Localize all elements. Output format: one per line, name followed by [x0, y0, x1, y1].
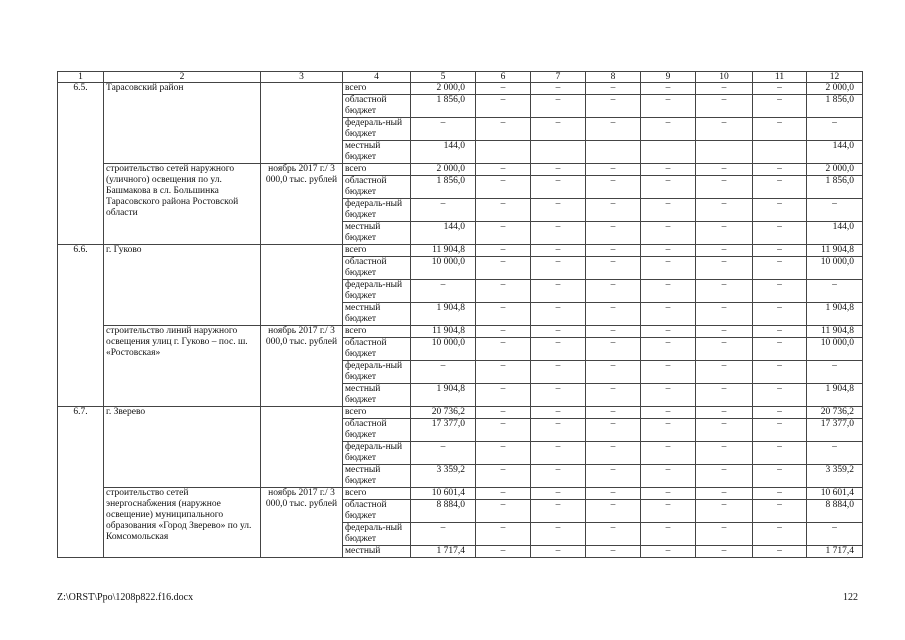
value-col6: – — [476, 442, 531, 465]
column-number-row — [58, 72, 863, 83]
value-col6: – — [476, 303, 531, 326]
value-col5: 10 000,0 — [411, 257, 476, 280]
value-col8: – — [586, 176, 641, 199]
value-col6: – — [476, 118, 531, 141]
funding-source-federal: федераль-ный бюджет — [343, 523, 411, 546]
value-col5: – — [411, 361, 476, 384]
item-number: 6.7. — [58, 407, 104, 558]
page-number: 122 — [843, 592, 858, 603]
value-col8: – — [586, 118, 641, 141]
value-col12: – — [807, 280, 863, 303]
value-col7: – — [531, 303, 586, 326]
value-col9: – — [641, 199, 696, 222]
funding-source-local: местный бюджет — [343, 303, 411, 326]
value-col10: – — [696, 95, 753, 118]
value-col9: – — [641, 303, 696, 326]
value-col10: – — [696, 384, 753, 407]
value-col7: – — [531, 245, 586, 257]
funding-source-local: местный бюджет — [343, 141, 411, 164]
value-col10: – — [696, 280, 753, 303]
funding-source-federal: федераль-ный бюджет — [343, 442, 411, 465]
value-col5: 2 000,0 — [411, 83, 476, 95]
value-col7: – — [531, 407, 586, 419]
value-col11: – — [753, 257, 807, 280]
value-col8: – — [586, 419, 641, 442]
funding-source-federal: федераль-ный бюджет — [343, 361, 411, 384]
object-name: строительство сетей наружного (уличного) освещения по ул. Башмакова в сл. Большинка Тарасовского района Ростовской области — [104, 164, 261, 245]
value-col6: – — [476, 257, 531, 280]
value-col5: 11 904,8 — [411, 326, 476, 338]
value-col10: – — [696, 199, 753, 222]
funding-source-regional: областной бюджет — [343, 95, 411, 118]
item-number: 6.6. — [58, 245, 104, 407]
value-col7: – — [531, 419, 586, 442]
value-col9: – — [641, 488, 696, 500]
object-term: ноябрь 2017 г./ 3 000,0 тыс. рублей — [261, 326, 343, 407]
value-col11: – — [753, 523, 807, 546]
value-col7: – — [531, 95, 586, 118]
value-col6: – — [476, 83, 531, 95]
item-term-empty — [261, 245, 343, 326]
funding-source-local: местный бюджет — [343, 384, 411, 407]
value-col5: 11 904,8 — [411, 245, 476, 257]
value-col9: – — [641, 118, 696, 141]
value-col10: – — [696, 222, 753, 245]
object-row-total — [58, 488, 863, 500]
value-col10: – — [696, 361, 753, 384]
value-col8: – — [586, 245, 641, 257]
value-col7: – — [531, 222, 586, 245]
value-col7: – — [531, 164, 586, 176]
column-number-7: 7 — [531, 72, 586, 83]
value-col5: – — [411, 523, 476, 546]
value-col11: – — [753, 118, 807, 141]
value-col7: – — [531, 176, 586, 199]
value-col9: – — [641, 326, 696, 338]
value-col12: – — [807, 523, 863, 546]
funding-source-regional: областной бюджет — [343, 257, 411, 280]
value-col12: 10 601,4 — [807, 488, 863, 500]
value-col8: – — [586, 442, 641, 465]
funding-source-regional: областной бюджет — [343, 419, 411, 442]
funding-source-total: всего — [343, 245, 411, 257]
funding-source-local: местный бюджет — [343, 465, 411, 488]
value-col7: – — [531, 488, 586, 500]
value-col8: – — [586, 488, 641, 500]
value-col8: – — [586, 523, 641, 546]
value-col8: – — [586, 338, 641, 361]
value-col6: – — [476, 384, 531, 407]
value-col9: – — [641, 384, 696, 407]
value-col7: – — [531, 546, 586, 558]
value-col9: – — [641, 442, 696, 465]
value-col9: – — [641, 176, 696, 199]
value-col9: – — [641, 546, 696, 558]
value-col12: 11 904,8 — [807, 326, 863, 338]
value-col9: – — [641, 523, 696, 546]
value-col5: – — [411, 280, 476, 303]
value-col10: – — [696, 442, 753, 465]
value-col8 — [586, 141, 641, 164]
value-col5: 1 904,8 — [411, 384, 476, 407]
value-col11: – — [753, 303, 807, 326]
value-col11: – — [753, 199, 807, 222]
value-col9: – — [641, 338, 696, 361]
funding-source-regional: областной бюджет — [343, 176, 411, 199]
value-col9: – — [641, 419, 696, 442]
value-col7: – — [531, 199, 586, 222]
value-col5: 10 601,4 — [411, 488, 476, 500]
value-col7: – — [531, 257, 586, 280]
funding-source-regional: областной бюджет — [343, 338, 411, 361]
value-col6: – — [476, 222, 531, 245]
value-col12: 10 000,0 — [807, 338, 863, 361]
value-col7: – — [531, 523, 586, 546]
value-col9: – — [641, 500, 696, 523]
value-col5: 20 736,2 — [411, 407, 476, 419]
value-col10: – — [696, 488, 753, 500]
value-col6: – — [476, 326, 531, 338]
value-col9: – — [641, 222, 696, 245]
value-col5: 144,0 — [411, 141, 476, 164]
funding-source-federal: федераль-ный бюджет — [343, 118, 411, 141]
value-col11: – — [753, 407, 807, 419]
value-col9 — [641, 141, 696, 164]
value-col10: – — [696, 523, 753, 546]
value-col7: – — [531, 442, 586, 465]
column-number-8: 8 — [586, 72, 641, 83]
object-name: строительство линий наружного освещения улиц г. Гуково – пос. ш. «Ростовская» — [104, 326, 261, 407]
value-col10: – — [696, 164, 753, 176]
column-number-4: 4 — [343, 72, 411, 83]
value-col9: – — [641, 164, 696, 176]
item-name: Тарасовский район — [104, 83, 261, 164]
value-col11: – — [753, 384, 807, 407]
value-col8: – — [586, 95, 641, 118]
column-number-10: 10 — [696, 72, 753, 83]
value-col5: 1 717,4 — [411, 546, 476, 558]
value-col6: – — [476, 407, 531, 419]
value-col9: – — [641, 257, 696, 280]
funding-source-total: всего — [343, 326, 411, 338]
value-col12: 1 856,0 — [807, 95, 863, 118]
value-col5: 1 856,0 — [411, 176, 476, 199]
column-number-3: 3 — [261, 72, 343, 83]
value-col5: 8 884,0 — [411, 500, 476, 523]
value-col12: 11 904,8 — [807, 245, 863, 257]
value-col12: 1 856,0 — [807, 176, 863, 199]
value-col12: 144,0 — [807, 141, 863, 164]
value-col9: – — [641, 407, 696, 419]
funding-source-total: всего — [343, 164, 411, 176]
value-col12: 17 377,0 — [807, 419, 863, 442]
funding-source-federal: федераль-ный бюджет — [343, 280, 411, 303]
summary-row-total — [58, 83, 863, 95]
column-number-5: 5 — [411, 72, 476, 83]
value-col12: 1 904,8 — [807, 384, 863, 407]
value-col12: 1 717,4 — [807, 546, 863, 558]
value-col12: 3 359,2 — [807, 465, 863, 488]
column-number-1: 1 — [58, 72, 104, 83]
value-col8: – — [586, 465, 641, 488]
value-col11: – — [753, 419, 807, 442]
value-col5: – — [411, 199, 476, 222]
value-col12: 144,0 — [807, 222, 863, 245]
item-name: г. Гуково — [104, 245, 261, 326]
value-col8: – — [586, 83, 641, 95]
value-col8: – — [586, 199, 641, 222]
value-col9: – — [641, 465, 696, 488]
value-col5: 10 000,0 — [411, 338, 476, 361]
value-col9: – — [641, 245, 696, 257]
value-col8: – — [586, 303, 641, 326]
object-term: ноябрь 2017 г./ 3 000,0 тыс. рублей — [261, 164, 343, 245]
value-col10: – — [696, 176, 753, 199]
value-col10: – — [696, 500, 753, 523]
column-number-6: 6 — [476, 72, 531, 83]
value-col5: 3 359,2 — [411, 465, 476, 488]
value-col12: 1 904,8 — [807, 303, 863, 326]
value-col5: 2 000,0 — [411, 164, 476, 176]
funding-source-local: местный бюджет — [343, 222, 411, 245]
value-col10: – — [696, 326, 753, 338]
value-col12: 2 000,0 — [807, 164, 863, 176]
funding-source-federal: федераль-ный бюджет — [343, 199, 411, 222]
summary-row-total — [58, 407, 863, 419]
object-row-total — [58, 164, 863, 176]
value-col8: – — [586, 407, 641, 419]
value-col9: – — [641, 361, 696, 384]
value-col12: 8 884,0 — [807, 500, 863, 523]
value-col9: – — [641, 95, 696, 118]
value-col11: – — [753, 245, 807, 257]
value-col6: – — [476, 164, 531, 176]
value-col11: – — [753, 546, 807, 558]
value-col8: – — [586, 384, 641, 407]
value-col8: – — [586, 257, 641, 280]
value-col6: – — [476, 338, 531, 361]
value-col12: – — [807, 442, 863, 465]
value-col8: – — [586, 326, 641, 338]
value-col12: – — [807, 118, 863, 141]
value-col8: – — [586, 164, 641, 176]
value-col6: – — [476, 95, 531, 118]
value-col10: – — [696, 338, 753, 361]
value-col11: – — [753, 95, 807, 118]
value-col11: – — [753, 280, 807, 303]
column-number-11: 11 — [753, 72, 807, 83]
value-col9: – — [641, 83, 696, 95]
value-col11: – — [753, 500, 807, 523]
value-col11: – — [753, 164, 807, 176]
item-number: 6.5. — [58, 83, 104, 245]
value-col8: – — [586, 222, 641, 245]
budget-table — [57, 71, 863, 558]
value-col7: – — [531, 384, 586, 407]
value-col5: 1 856,0 — [411, 95, 476, 118]
value-col6: – — [476, 245, 531, 257]
value-col5: 17 377,0 — [411, 419, 476, 442]
value-col7: – — [531, 326, 586, 338]
object-row-total — [58, 326, 863, 338]
value-col11: – — [753, 465, 807, 488]
value-col10: – — [696, 465, 753, 488]
value-col6: – — [476, 546, 531, 558]
funding-source-local: местный — [343, 546, 411, 558]
value-col6: – — [476, 361, 531, 384]
value-col5: 1 904,8 — [411, 303, 476, 326]
funding-source-total: всего — [343, 407, 411, 419]
value-col6: – — [476, 419, 531, 442]
value-col12: 2 000,0 — [807, 83, 863, 95]
value-col12: – — [807, 199, 863, 222]
funding-source-total: всего — [343, 83, 411, 95]
value-col6: – — [476, 199, 531, 222]
value-col12: 10 000,0 — [807, 257, 863, 280]
value-col12: 20 736,2 — [807, 407, 863, 419]
funding-source-total: всего — [343, 488, 411, 500]
value-col10: – — [696, 407, 753, 419]
item-term-empty — [261, 407, 343, 488]
value-col6: – — [476, 176, 531, 199]
value-col5: – — [411, 442, 476, 465]
value-col5: – — [411, 118, 476, 141]
value-col12: – — [807, 361, 863, 384]
item-term-empty — [261, 83, 343, 164]
value-col6: – — [476, 488, 531, 500]
value-col9: – — [641, 280, 696, 303]
value-col11: – — [753, 338, 807, 361]
value-col10: – — [696, 257, 753, 280]
value-col6: – — [476, 523, 531, 546]
value-col7 — [531, 141, 586, 164]
value-col11: – — [753, 488, 807, 500]
value-col11: – — [753, 176, 807, 199]
item-name: г. Зверево — [104, 407, 261, 488]
value-col10 — [696, 141, 753, 164]
value-col6: – — [476, 280, 531, 303]
value-col8: – — [586, 500, 641, 523]
value-col6: – — [476, 465, 531, 488]
object-term: ноябрь 2017 г./ 3 000,0 тыс. рублей — [261, 488, 343, 558]
document-path: Z:\ORST\Ppo\1208p822.f16.docx — [57, 592, 194, 603]
value-col7: – — [531, 500, 586, 523]
value-col7: – — [531, 361, 586, 384]
value-col10: – — [696, 546, 753, 558]
column-number-9: 9 — [641, 72, 696, 83]
value-col6: – — [476, 500, 531, 523]
value-col7: – — [531, 465, 586, 488]
value-col10: – — [696, 245, 753, 257]
value-col7: – — [531, 338, 586, 361]
summary-row-total — [58, 245, 863, 257]
value-col5: 144,0 — [411, 222, 476, 245]
value-col6 — [476, 141, 531, 164]
value-col10: – — [696, 303, 753, 326]
value-col11: – — [753, 442, 807, 465]
value-col7: – — [531, 118, 586, 141]
value-col11: – — [753, 83, 807, 95]
value-col8: – — [586, 280, 641, 303]
column-number-12: 12 — [807, 72, 863, 83]
value-col8: – — [586, 546, 641, 558]
value-col8: – — [586, 361, 641, 384]
value-col11: – — [753, 361, 807, 384]
value-col7: – — [531, 83, 586, 95]
value-col11: – — [753, 222, 807, 245]
value-col7: – — [531, 280, 586, 303]
value-col10: – — [696, 118, 753, 141]
value-col11: – — [753, 326, 807, 338]
value-col11 — [753, 141, 807, 164]
value-col10: – — [696, 419, 753, 442]
object-name: строительство сетей энергоснабжения (наружное освещение) муниципального образования «Город Зверево» по ул. Комсомольская — [104, 488, 261, 558]
funding-source-regional: областной бюджет — [343, 500, 411, 523]
column-number-2: 2 — [104, 72, 261, 83]
value-col10: – — [696, 83, 753, 95]
